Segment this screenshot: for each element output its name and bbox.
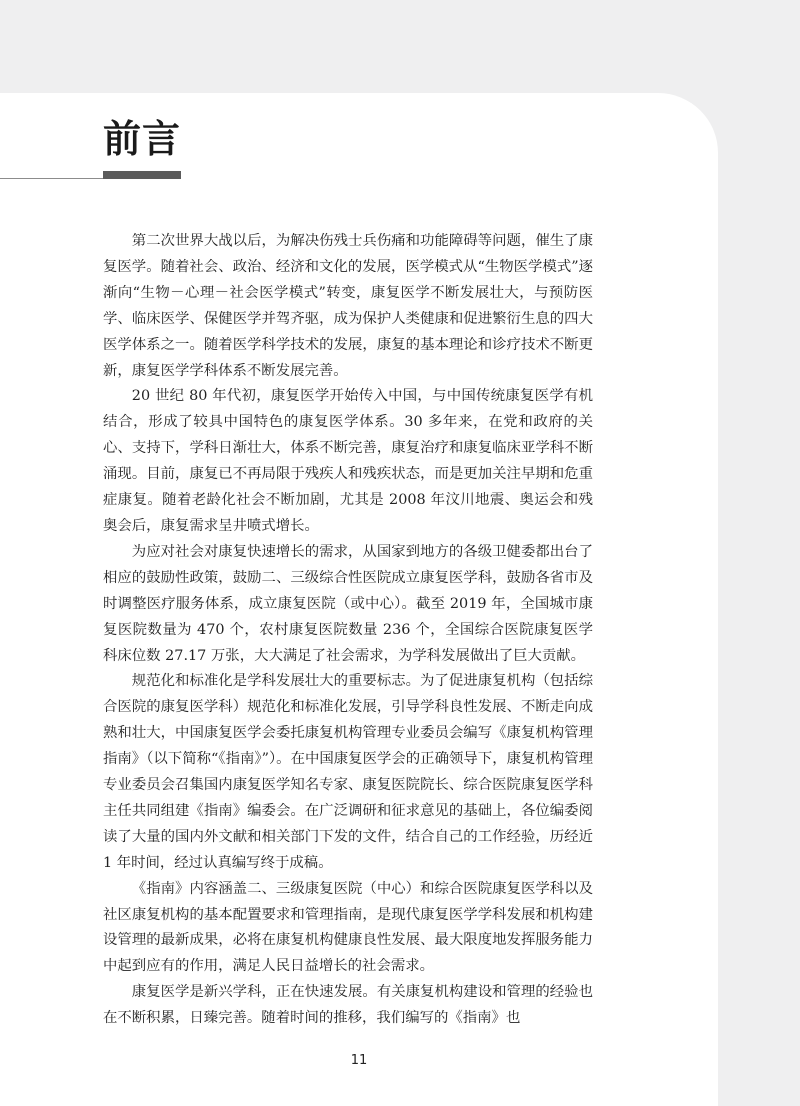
preface-body: [103, 229, 593, 1032]
title-divider-line: [0, 178, 103, 179]
paragraph: 为应对社会对康复快速增长的需求，从国家到地方的各级卫健委都出台了相应的鼓励性政策，鼓励二、三级综合性医院成立康复医学科，鼓励各省市及时调整医疗服务体系，成立康复医院（或中心）。截至 2019 年，全国城市康复医院数量为 470 个，农村康复医院数量 236 个，全国综合医院康复医学科床位数 27.17 万张，大大满足了社会需求，为学科发展做出了巨大贡献。: [103, 543, 593, 664]
paragraph: 康复医学是新兴学科，正在快速发展。有关康复机构建设和管理的经验也在不断积累，日臻完善。随着时间的推移，我们编写的《指南》也: [103, 984, 593, 1027]
title-accent-bar: [103, 171, 181, 179]
paragraph: 《指南》内容涵盖二、三级康复医院（中心）和综合医院康复医学科以及社区康复机构的基本配置要求和管理指南，是现代康复医学学科发展和机构建设管理的最新成果，必将在康复机构健康良性发展、最大限度地发挥服务能力中起到应有的作用，满足人民日益增长的社会需求。: [103, 880, 593, 975]
page-title: 前言: [103, 117, 182, 161]
paragraph: 20 世纪 80 年代初，康复医学开始传入中国，与中国传统康复医学有机结合，形成了较具中国特色的康复医学体系。30 多年来，在党和政府的关心、支持下，学科日渐壮大，体系不断完善，康复治疗和康复临床亚学科不断涌现。目前，康复已不再局限于残疾人和残疾状态，而是更加关注早期和危重症康复。随着老龄化社会不断加剧，尤其是 2008 年汶川地震、奥运会和残奥会后，康复需求呈井喷式增长。: [103, 388, 593, 534]
paragraph: 规范化和标准化是学科发展壮大的重要标志。为了促进康复机构（包括综合医院的康复医学科）规范化和标准化发展，引导学科良性发展、不断走向成熟和壮大，中国康复医学会委托康复机构管理专业委员会编写《康复机构管理指南》（以下简称“《指南》”）。在中国康复医学会的正确领导下，康复机构管理专业委员会召集国内康复医学知名专家、康复医院院长、综合医院康复医学科主任共同组建《指南》编委会。在广泛调研和征求意见的基础上，各位编委阅读了大量的国内外文献和相关部门下发的文件，结合自己的工作经验，历经近 1 年时间，经过认真编写终于成稿。: [103, 673, 593, 871]
paragraph: 第二次世界大战以后，为解决伤残士兵伤痛和功能障碍等问题，催生了康复医学。随着社会、政治、经济和文化的发展，医学模式从“生物医学模式”逐渐向“生物－心理－社会医学模式”转变，康复医学不断发展壮大，与预防医学、临床医学、保健医学并驾齐驱，成为保护人类健康和促进繁衍生息的四大医学体系之一。随着医学科学技术的发展，康复的基本理论和诊疗技术不断更新，康复医学学科体系不断发展完善。: [103, 233, 593, 379]
page-number: 11: [350, 1053, 368, 1068]
